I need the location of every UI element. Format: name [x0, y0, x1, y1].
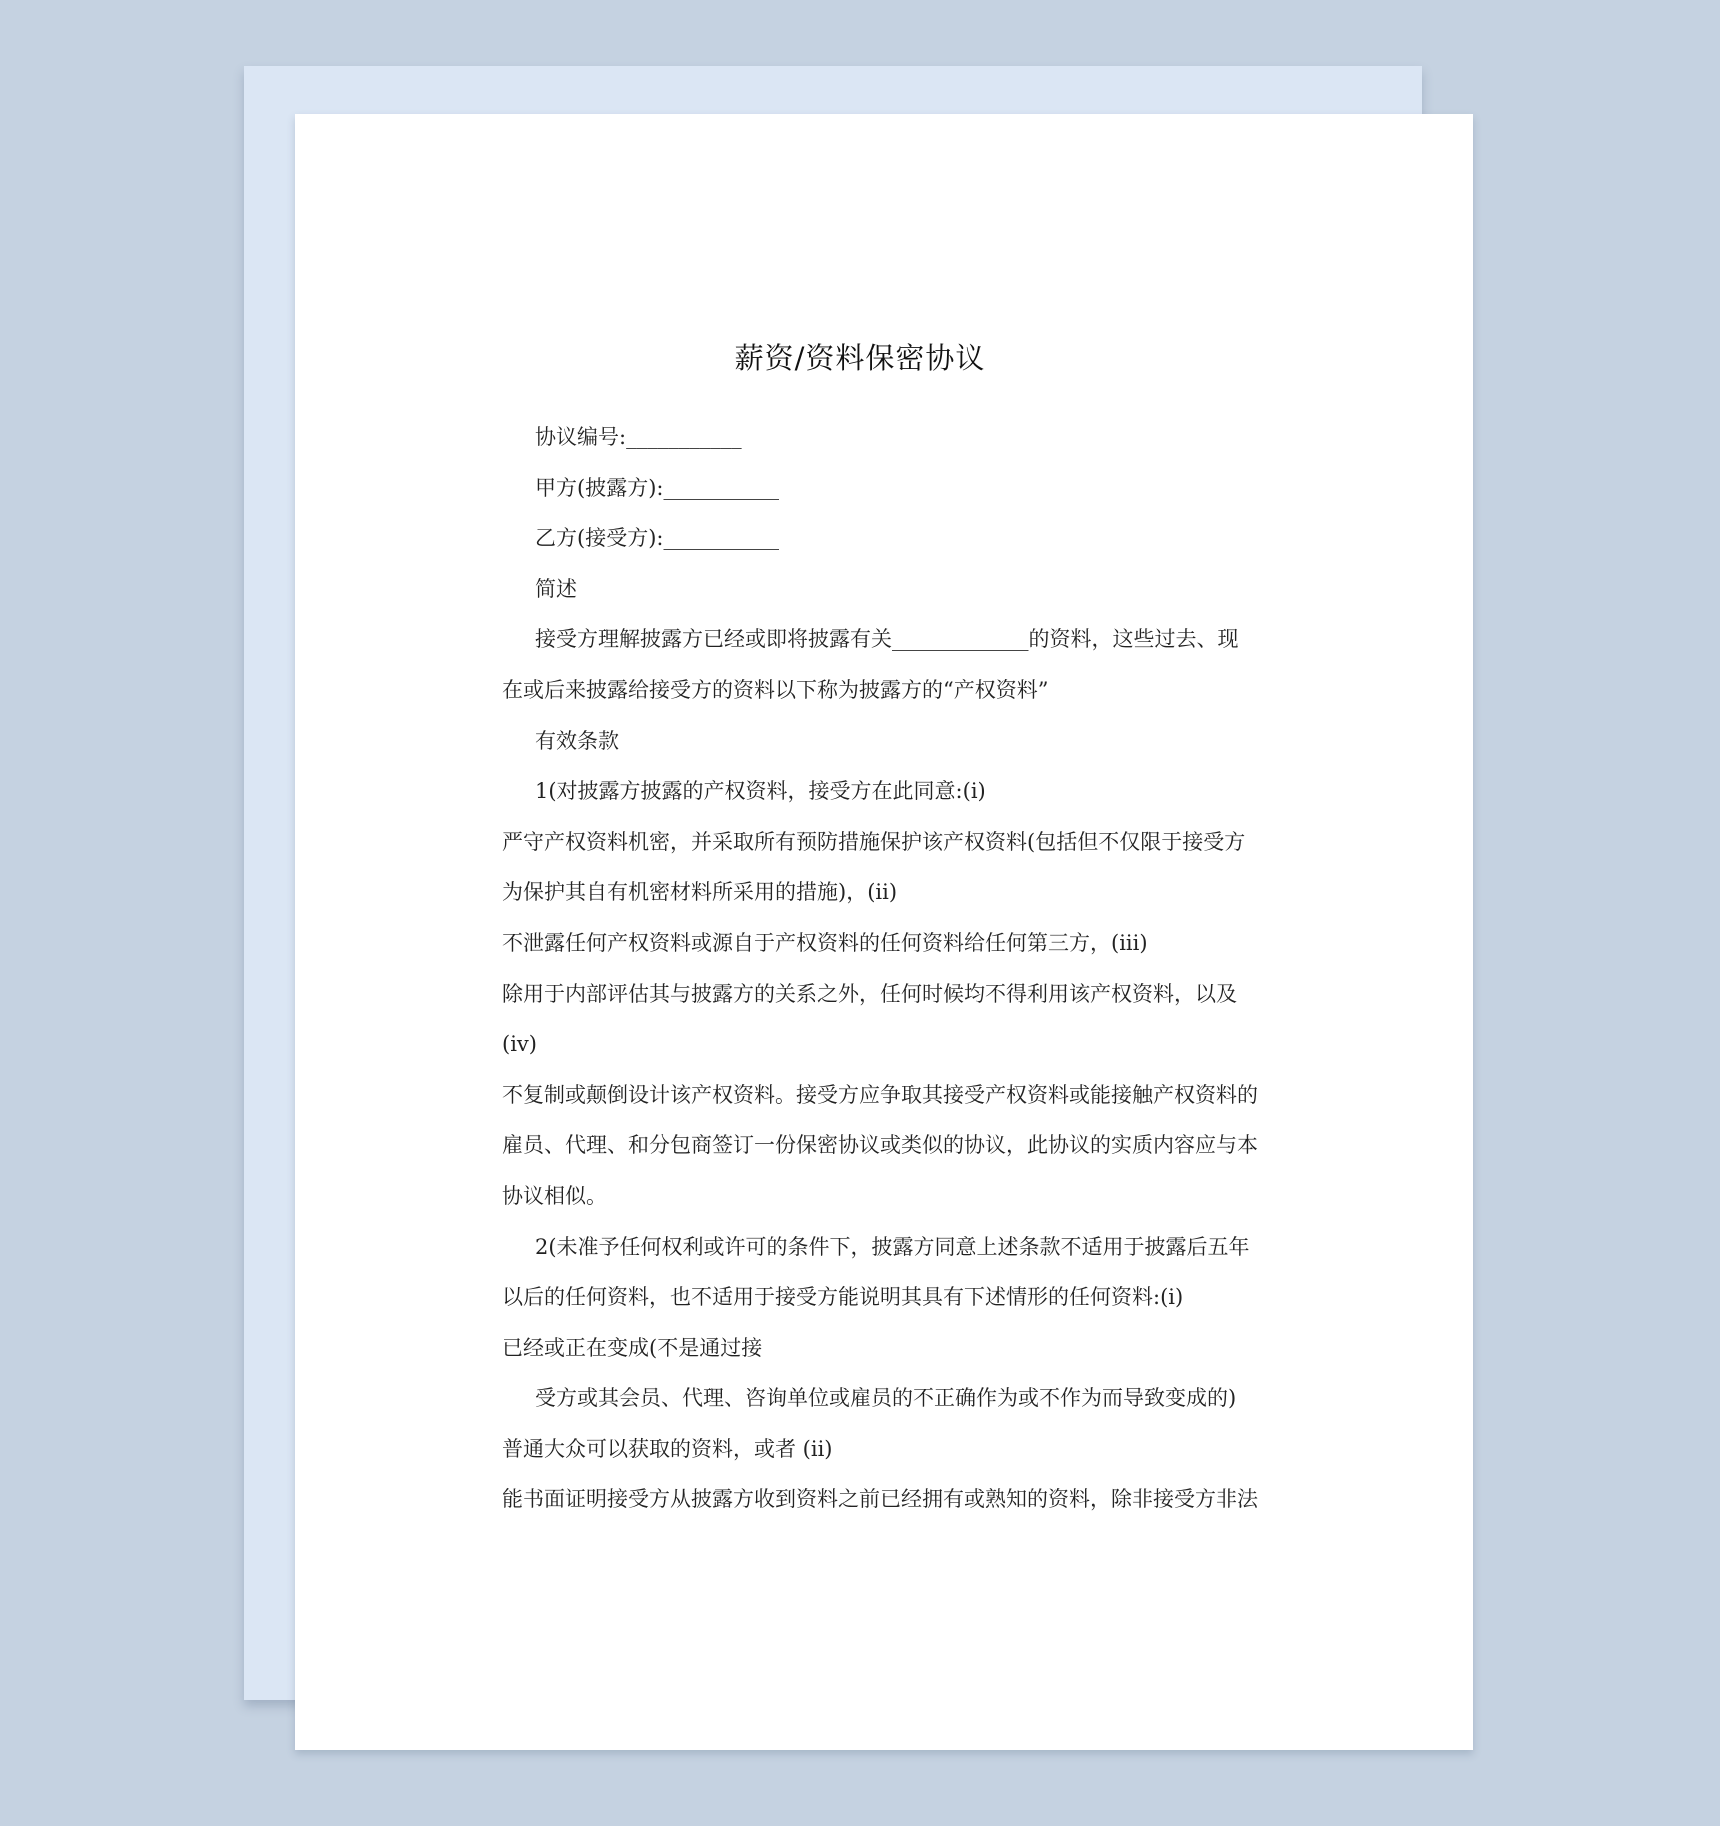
- document-line: 在或后来披露给接受方的资料以下称为披露方的“产权资料”: [502, 677, 1049, 702]
- document-line: 甲方(披露方):___________: [535, 475, 779, 500]
- document-line: 受方或其会员、代理、咨询单位或雇员的不正确作为或不作为而导致变成的): [535, 1386, 1237, 1411]
- document-line: 严守产权资料机密，并采取所有预防措施保护该产权资料(包括但不仅限于接受方: [502, 829, 1246, 854]
- document-line: 除用于内部评估其与披露方的关系之外，任何时候均不得利用该产权资料，以及: [502, 981, 1237, 1006]
- document-line: 能书面证明接受方从披露方收到资料之前已经拥有或熟知的资料，除非接受方非法: [502, 1487, 1258, 1512]
- document-line: 不复制或颠倒设计该产权资料。接受方应争取其接受产权资料或能接触产权资料的: [502, 1082, 1258, 1107]
- document-title: 薪资/资料保密协议: [734, 341, 986, 375]
- document-line: 简述: [535, 576, 577, 601]
- document-line: 协议相似。: [502, 1183, 607, 1208]
- document-line: 有效条款: [535, 728, 619, 753]
- document-line: 以后的任何资料，也不适用于接受方能说明其具有下述情形的任何资料:(i): [502, 1285, 1184, 1310]
- document-body: [502, 418, 1262, 1531]
- document-line: 1(对披露方披露的产权资料，接受方在此同意:(i): [535, 779, 986, 804]
- document-line: 协议编号:___________: [535, 425, 742, 449]
- document-line: (iv): [502, 1032, 537, 1057]
- document-line: 接受方理解披露方已经或即将披露有关_____________的资料，这些过去、现: [535, 627, 1239, 652]
- document-line: 不泄露任何产权资料或源自于产权资料的任何资料给任何第三方，(iii): [502, 930, 1148, 955]
- document-line: 为保护其自有机密材料所采用的措施)，(ii): [502, 880, 898, 905]
- document-line: 乙方(接受方):___________: [535, 526, 779, 551]
- document-line: 普通大众可以获取的资料，或者 (ii): [502, 1436, 833, 1461]
- document-line: 2(未准予任何权利或许可的条件下，披露方同意上述条款不适用于披露后五年: [535, 1234, 1250, 1259]
- document-line: 雇员、代理、和分包商签订一份保密协议或类似的协议，此协议的实质内容应与本: [502, 1133, 1258, 1158]
- document-line: 已经或正在变成(不是通过接: [502, 1335, 763, 1360]
